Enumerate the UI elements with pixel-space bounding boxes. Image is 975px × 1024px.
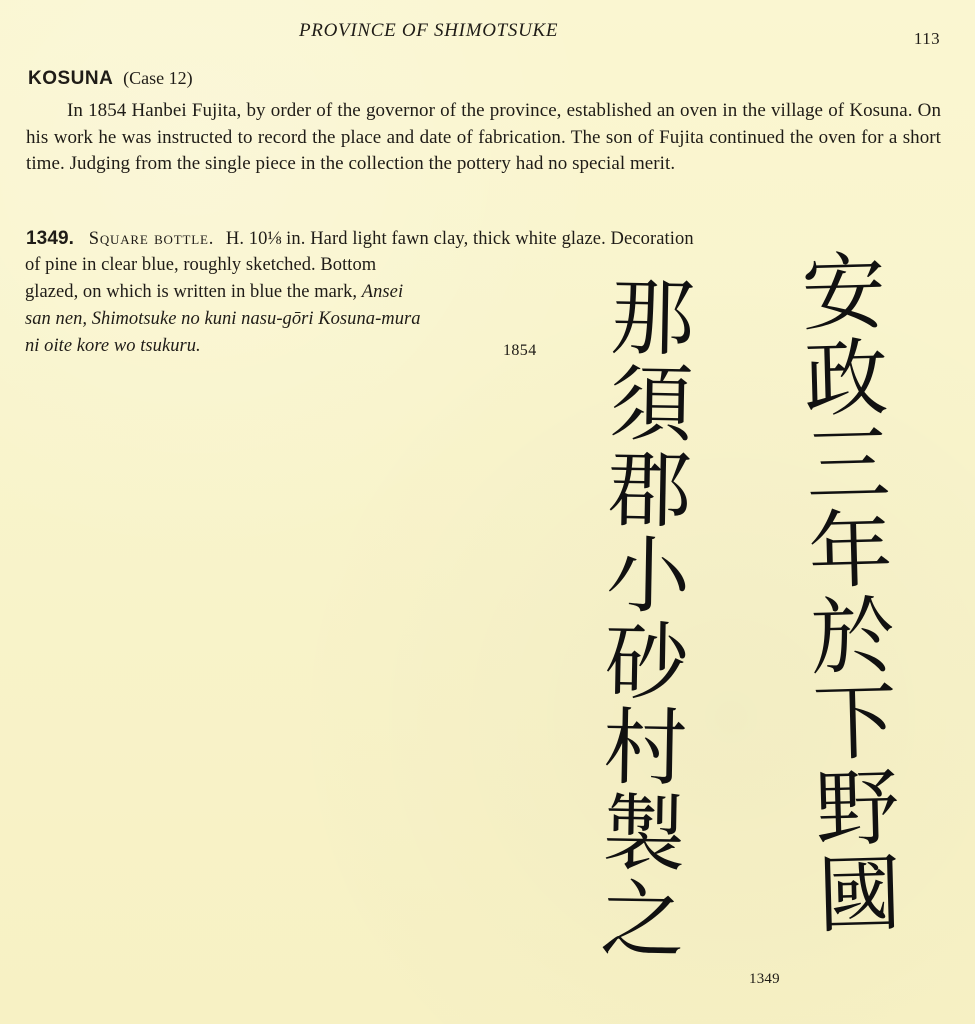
page-number: 113 (913, 29, 940, 48)
mark-number: 1349 (749, 971, 780, 987)
item-number: 1349. (26, 228, 75, 249)
mark-left-column: 那須郡小砂村製之 (586, 272, 696, 962)
section-heading (28, 66, 193, 91)
item-year: 1854 (503, 342, 537, 359)
calligraphic-mark (555, 248, 950, 993)
case-label: (Case 12) (123, 68, 193, 88)
intro-paragraph: In 1854 Hanbei Fujita, by order of the governor of the province, established an oven in the village of Kosuna. On his work he was instructed to record the place and date of fabrication. The son of Fujita continued the oven for a short time. Judging from the single piece in the collection the pottery had no special merit. (26, 100, 941, 174)
item-description-line-5: ni oite kore wo tsukuru. (25, 336, 201, 356)
item-title: Square bottle. (88, 229, 215, 249)
item-description-line-3-prefix: glazed, on which is written in blue the mark, (25, 282, 358, 302)
section-title: KOSUNA (28, 68, 114, 89)
item-description-line-2: of pine in clear blue, roughly sketched. Bottom (25, 255, 377, 275)
running-title: PROVINCE OF SHIMOTSUKE (299, 20, 559, 41)
page-header (0, 20, 975, 52)
item-description-line-3-italic: Ansei (361, 282, 404, 302)
item-description-line-3 (25, 279, 549, 306)
mark-right-column: 安政三年於下野國 (787, 246, 903, 938)
item-description-block (25, 252, 549, 360)
item-description-line-1: H. 10⅛ in. Hard light fawn clay, thick white glaze. Decoration (225, 229, 694, 249)
item-description-line-4: san nen, Shimotsuke no kuni nasu-gōri Kosuna-mura (25, 309, 421, 329)
